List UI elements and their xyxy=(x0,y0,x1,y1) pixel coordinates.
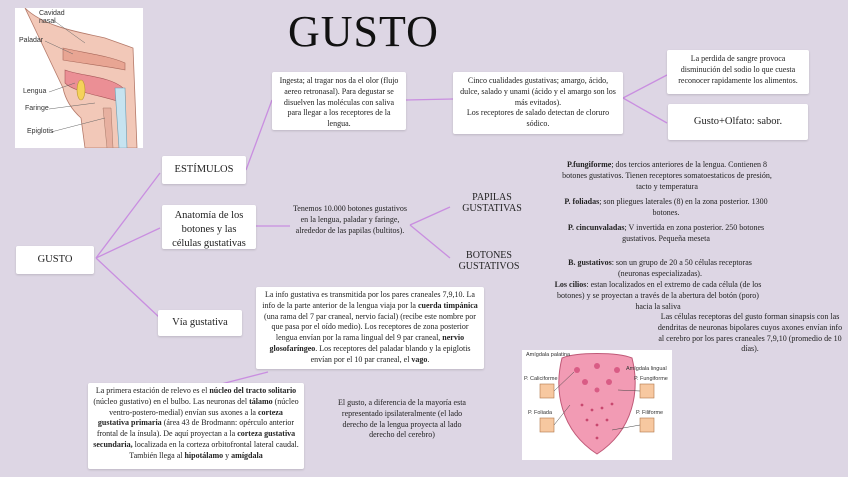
fungiforme-term: P.fungiforme xyxy=(566,160,612,169)
label-paladar: Paladar xyxy=(19,37,44,44)
via-info-b3: vago xyxy=(411,354,428,364)
label-amigdala-lingual: Amígdala lingual xyxy=(626,366,667,372)
label-epiglotis: Epiglotis xyxy=(27,128,54,135)
cualidades-text: Cinco cualidades gustativas; amargo, ácido, dulce, salado y unami (ácido y el amargo son los más evitados). xyxy=(460,76,616,107)
relevo-box xyxy=(88,383,304,469)
ingesta-box xyxy=(272,72,406,130)
via-info-p1: La info gustativa es transmitida por los pares craneales 7,9,10. La info de la parte anterior de la lengua viaja por la xyxy=(262,290,475,310)
foliadas-desc: ; son pliegues laterales (8) en la zona posterior. 1300 botones. xyxy=(599,197,768,217)
relevo-p2: (núcleo gustativo) en el bulbo. Las neuronas del xyxy=(93,396,250,406)
relevo-b6: amígdala xyxy=(231,450,263,460)
sinapsis-text: Las células receptoras del gusto forman sinapsis con las dendritas de neuronas bipolares cuyos axones envían info al cerebro por los pares craneales 7,9,10 (promedio de 10 días). xyxy=(657,312,843,354)
circunvaladas-text xyxy=(560,223,772,245)
relevo-b4: corteza gustativa secundaria, xyxy=(93,429,296,449)
relevo-p5: localizada en la corteza orbitofrontal lateral caudal. También llega al xyxy=(129,439,299,460)
estimulos-node xyxy=(162,156,246,184)
head-section-illustration xyxy=(15,8,143,148)
relevo-b5: hipotálamo xyxy=(184,450,224,460)
fungiforme-desc: ; dos tercios anteriores de la lengua. Contienen 8 botones gustativos. Tienen receptores somatoestaticos de presión, tacto y temperatura xyxy=(562,160,772,191)
relevo-p1: La primera estación de relevo es el xyxy=(95,386,210,395)
ingesta-text: Ingesta; al tragar nos da el olor (flujo aereo retronasal). Para degustar se disuelven las moléculas con saliva para llegar a los receptores de la lengua. xyxy=(279,76,399,129)
circunvaladas-desc: ; V invertida en zona posterior. 250 botones gustativos. Pequeña meseta xyxy=(622,223,765,243)
via-info-p2: (una rama del 7 par craneal, nervio facial) (recibe este nombre por que pasa por el oído medio). Los receptores de zona posterior lengua envían por la rama lingual del 9 par craneal, xyxy=(264,311,476,343)
foliadas-term: P. foliadas xyxy=(564,197,600,206)
root-node xyxy=(16,246,94,274)
cilios-text xyxy=(548,280,768,312)
papilas-label: PAPILAS GUSTATIVAS xyxy=(462,192,522,214)
anatomia-node xyxy=(162,205,256,249)
via-info-b1: cuerda timpánica xyxy=(417,300,478,310)
botones-gustativos-desc: : son un grupo de 20 a 50 células receptoras (neuronas especializadas). xyxy=(611,258,752,278)
head-section-figure xyxy=(15,8,143,148)
via-node xyxy=(158,310,242,336)
via-label: Vía gustativa xyxy=(172,317,228,328)
relevo-p4: (área 43 de Brodmann: opérculo anterior frontal de la ínsula). De aquí proyectan a la xyxy=(96,418,295,439)
via-info-box xyxy=(256,287,484,369)
olfato-box xyxy=(668,104,808,140)
relevo-b3: corteza gustativa primaria xyxy=(97,407,283,428)
via-info-p4: . xyxy=(427,354,430,364)
botones-gustativos-text xyxy=(558,258,762,280)
fungiforme-text xyxy=(560,160,774,192)
botones-label: BOTONES GUSTATIVOS xyxy=(458,250,520,272)
ipsilateral-text: El gusto, a diferencia de la mayoría esta representado ipsilateralmente (el lado derecho de la lengua proyecta al lado derecho del cerebro) xyxy=(338,398,466,440)
foliadas-text xyxy=(556,197,776,219)
salado-text: Los receptores de salado detectan de cloruro sódico. xyxy=(466,108,610,129)
relevo-b2: tálamo xyxy=(249,396,273,406)
perdida-text: La perdida de sangre provoca disminución del sodio lo que cuesta reconocer rapidamente los alimentos. xyxy=(678,54,798,85)
label-p-filiforme: P. Filiforme xyxy=(636,410,664,416)
circunvaladas-term: P. cincunvaladas xyxy=(567,223,625,232)
estimulos-label: ESTÍMULOS xyxy=(174,164,234,175)
cilios-term: Los cilios xyxy=(554,280,587,289)
anatomia-label: Anatomía de los botones y las células gustativas xyxy=(172,210,246,250)
relevo-b1: núcleo del tracto solitario xyxy=(209,386,297,395)
label-p-foliada: P. Foliada xyxy=(528,410,553,416)
tongue-figure xyxy=(522,350,672,460)
olfato-text: Gusto+Olfato: sabor. xyxy=(693,116,783,127)
label-p-fungiforme: P. Fungiforme xyxy=(634,376,668,382)
botones-count-text: Tenemos 10.000 botones gustativos en la lengua, paladar y faringe, alrededor de las papilas (bultitos). xyxy=(292,204,408,235)
cualidades-box xyxy=(453,72,623,134)
relevo-p6: y xyxy=(223,450,232,460)
label-amigdala-palatina: Amígdala palatina xyxy=(526,352,571,358)
label-faringe: Faringe xyxy=(25,105,49,112)
root-label: GUSTO xyxy=(37,254,73,265)
label-cavidad-nasal: Cavidad nasal xyxy=(39,10,65,26)
relevo-p3: (núcleo ventro-postero-medial) envían sus axones a la xyxy=(109,396,299,417)
perdida-box xyxy=(667,50,809,94)
botones-gustativos-term: B. gustativos xyxy=(568,258,612,267)
label-p-caliciforme: P. Caliciforme xyxy=(524,376,558,382)
page-title: GUSTO xyxy=(288,7,439,56)
label-lengua: Lengua xyxy=(23,88,47,95)
via-info-b2: nervio glosofaríngeo xyxy=(269,333,465,353)
cilios-desc: : estan localizados en el extremo de cada célula (de los botones) y se proyectan a través de la abertura del botón (poro) hacia la saliva xyxy=(557,280,762,311)
via-info-p3: . Los receptores del paladar blando y la epiglotis envían por el 10 par craneal, el xyxy=(310,343,471,364)
